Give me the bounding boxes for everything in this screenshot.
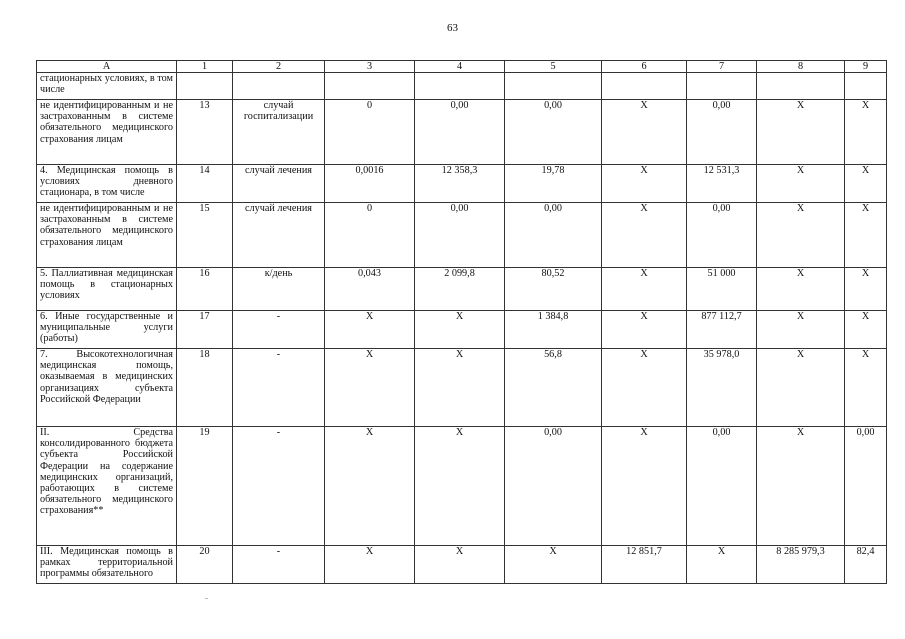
- table-cell: 0,0016: [325, 165, 415, 203]
- column-header: 5: [505, 61, 602, 73]
- table-cell: 0,00: [505, 427, 602, 546]
- table-cell: [325, 73, 415, 100]
- table-cell: X: [845, 268, 887, 311]
- table-cell: X: [602, 203, 687, 268]
- column-header: 8: [757, 61, 845, 73]
- table-cell: [845, 73, 887, 100]
- row-description: 5. Паллиативная медицинская помощь в стационарных условиях: [37, 268, 177, 311]
- table-cell: X: [757, 203, 845, 268]
- table-cell: 56,8: [505, 349, 602, 427]
- table-row: [37, 311, 887, 349]
- table-cell: X: [845, 100, 887, 165]
- table-cell: 35 978,0: [687, 349, 757, 427]
- row-number: 14: [177, 165, 233, 203]
- table-cell: [602, 73, 687, 100]
- table-cell: [233, 73, 325, 100]
- row-description: стационарных условиях, в том числе: [37, 73, 177, 100]
- table-cell: X: [602, 349, 687, 427]
- header-row: [37, 61, 887, 73]
- table-cell: [757, 73, 845, 100]
- table-row: [37, 73, 887, 100]
- table-cell: X: [505, 546, 602, 584]
- row-description: 6. Иные государственные и муниципальные услуги (работы): [37, 311, 177, 349]
- column-header: А: [37, 61, 177, 73]
- column-header: 9: [845, 61, 887, 73]
- table-cell: -: [233, 427, 325, 546]
- row-number: 15: [177, 203, 233, 268]
- table-cell: 82,4: [845, 546, 887, 584]
- page-number: 63: [447, 22, 458, 34]
- table-cell: случай лечения: [233, 203, 325, 268]
- table-cell: X: [602, 427, 687, 546]
- column-header: 7: [687, 61, 757, 73]
- table-cell: случай госпитализации: [233, 100, 325, 165]
- table-cell: 0,00: [505, 100, 602, 165]
- table-cell: 12 531,3: [687, 165, 757, 203]
- table-cell: -: [233, 349, 325, 427]
- table-cell: 0,00: [687, 100, 757, 165]
- table-row: [37, 268, 887, 311]
- table-cell: X: [757, 268, 845, 311]
- table-cell: 0,00: [505, 203, 602, 268]
- table-row: [37, 546, 887, 584]
- scan-artifact: [205, 598, 208, 599]
- row-description: 4. Медицинская помощь в условиях дневного стационара, в том числе: [37, 165, 177, 203]
- table-cell: X: [845, 165, 887, 203]
- table-cell: X: [415, 427, 505, 546]
- row-number: 13: [177, 100, 233, 165]
- table-cell: 0,00: [415, 203, 505, 268]
- table-cell: X: [325, 311, 415, 349]
- table-cell: 0,00: [845, 427, 887, 546]
- row-description: III. Медицинская помощь в рамках территориальной программы обязательного: [37, 546, 177, 584]
- table-cell: X: [415, 311, 505, 349]
- row-description: II. Средства консолидированного бюджета субъекта Российской Федерации на содержание медицинских организаций, работающих в системе обязательного медицинского страхования**: [37, 427, 177, 546]
- table-cell: X: [602, 165, 687, 203]
- table-cell: -: [233, 546, 325, 584]
- financial-table: [36, 60, 887, 584]
- row-number: 16: [177, 268, 233, 311]
- table-cell: 877 112,7: [687, 311, 757, 349]
- table-cell: 12 358,3: [415, 165, 505, 203]
- row-number: 17: [177, 311, 233, 349]
- table-cell: X: [602, 268, 687, 311]
- table-cell: [415, 73, 505, 100]
- table-cell: 0,00: [687, 203, 757, 268]
- table-cell: X: [325, 427, 415, 546]
- column-header: 4: [415, 61, 505, 73]
- table-cell: 2 099,8: [415, 268, 505, 311]
- table-cell: 19,78: [505, 165, 602, 203]
- table-row: [37, 427, 887, 546]
- table-cell: X: [602, 311, 687, 349]
- table-cell: 12 851,7: [602, 546, 687, 584]
- row-number: 20: [177, 546, 233, 584]
- table-row: [37, 349, 887, 427]
- table-cell: случай лечения: [233, 165, 325, 203]
- table-cell: 1 384,8: [505, 311, 602, 349]
- table-cell: 0,00: [415, 100, 505, 165]
- column-header: 2: [233, 61, 325, 73]
- table-cell: 51 000: [687, 268, 757, 311]
- table-cell: X: [602, 100, 687, 165]
- row-description: не идентифицированным и не застрахованным в системе обязательного медицинского страхования лицам: [37, 203, 177, 268]
- table-row: [37, 165, 887, 203]
- table-cell: X: [415, 546, 505, 584]
- table-cell: X: [687, 546, 757, 584]
- table-cell: X: [757, 100, 845, 165]
- table-cell: 0,043: [325, 268, 415, 311]
- table-cell: X: [757, 427, 845, 546]
- row-number: [177, 73, 233, 100]
- table-cell: X: [325, 349, 415, 427]
- row-number: 19: [177, 427, 233, 546]
- table-cell: X: [845, 311, 887, 349]
- table-cell: [687, 73, 757, 100]
- table-cell: X: [325, 546, 415, 584]
- row-number: 18: [177, 349, 233, 427]
- table-row: [37, 100, 887, 165]
- table-cell: X: [845, 203, 887, 268]
- table-cell: X: [757, 165, 845, 203]
- table-cell: -: [233, 311, 325, 349]
- table-cell: к/день: [233, 268, 325, 311]
- table-cell: X: [757, 311, 845, 349]
- table-cell: 0,00: [687, 427, 757, 546]
- table-row: [37, 203, 887, 268]
- table-cell: X: [415, 349, 505, 427]
- column-header: 6: [602, 61, 687, 73]
- row-description: 7. Высокотехнологичная медицинская помощь, оказываемая в медицинских организациях субъекта Российской Федерации: [37, 349, 177, 427]
- table-cell: X: [757, 349, 845, 427]
- row-description: не идентифицированным и не застрахованным в системе обязательного медицинского страхования лицам: [37, 100, 177, 165]
- table-cell: 80,52: [505, 268, 602, 311]
- table-cell: 0: [325, 100, 415, 165]
- column-header: 3: [325, 61, 415, 73]
- table-cell: 0: [325, 203, 415, 268]
- table-cell: [505, 73, 602, 100]
- table-cell: 8 285 979,3: [757, 546, 845, 584]
- table-cell: X: [845, 349, 887, 427]
- column-header: 1: [177, 61, 233, 73]
